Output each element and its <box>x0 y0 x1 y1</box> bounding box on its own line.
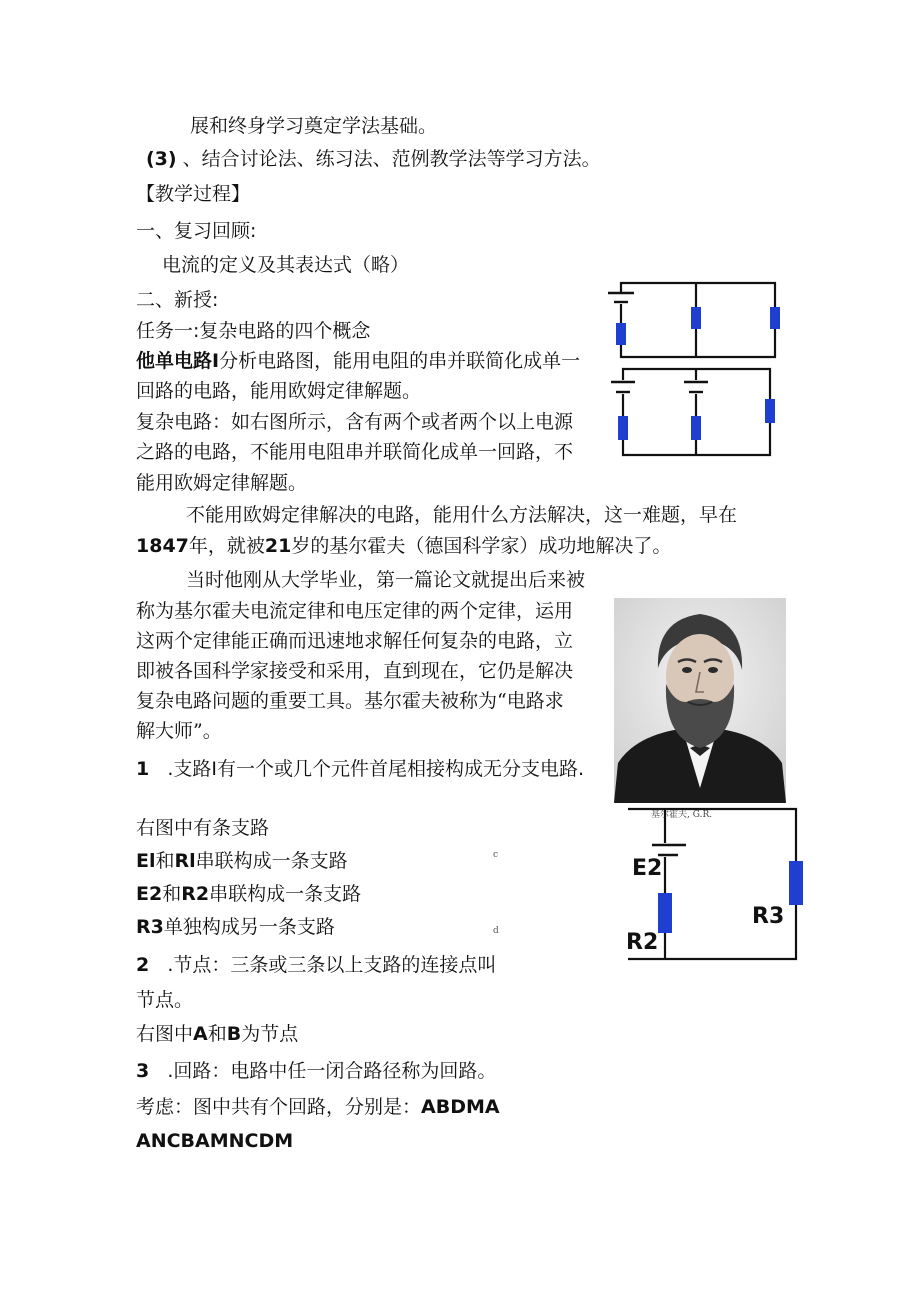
line-text: .支路I有一个或几个元件首尾相接构成无分支电路. <box>167 758 585 780</box>
source-label: E2 <box>632 856 663 881</box>
battery-icon <box>608 292 634 304</box>
resistor-icon <box>616 323 626 345</box>
resistor-icon <box>765 399 775 423</box>
text-line: 称为基尔霍夫电流定律和电压定律的两个定律，运用 <box>136 600 574 622</box>
definition-line <box>136 756 584 782</box>
section-heading: 【教学过程】 <box>136 183 251 205</box>
text-line <box>136 881 361 907</box>
text-line: 展和终身学习奠定学法基础。 <box>190 115 438 137</box>
text-line: 节点。 <box>136 989 194 1011</box>
resistor-icon <box>618 416 628 440</box>
text-line <box>136 914 335 940</box>
line-text: 串联构成一条支路 <box>195 850 348 872</box>
node-label: A <box>193 1023 208 1045</box>
loop-label: ANCBAMNCDM <box>136 1130 294 1152</box>
section-heading: 二、新授: <box>136 289 219 311</box>
line-text: 单独构成另一条支路 <box>163 916 335 938</box>
text-line <box>136 848 348 874</box>
text-line: 不能用欧姆定律解决的电路，能用什么方法解决，这一难题，早在 <box>186 504 738 526</box>
text-line <box>136 533 671 559</box>
text-line <box>136 348 580 374</box>
node-label: B <box>226 1023 242 1045</box>
line-text: 分析电路图，能用电阻的串并联简化成单一 <box>219 350 581 372</box>
resistor-label: R3 <box>752 904 785 929</box>
symbol-label: R3 <box>136 916 164 938</box>
line-text: 考虑：图中共有个回路，分别是： <box>136 1096 422 1118</box>
line-text: 、结合讨论法、练习法、范例教学法等学习方法。 <box>182 148 601 170</box>
task-heading: 任务一:复杂电路的四个概念 <box>136 320 371 342</box>
definition-line <box>136 1058 496 1084</box>
item-number: 3 <box>136 1060 150 1082</box>
resistor-icon <box>691 307 701 329</box>
margin-mark: d <box>493 926 499 936</box>
text-line: 这两个定律能正确而迅速地求解任何复杂的电路，立 <box>136 630 574 652</box>
battery-icon <box>652 843 692 857</box>
resistor-icon <box>770 307 780 329</box>
battery-icon <box>684 380 708 394</box>
circuit-diagram-complex <box>608 366 778 458</box>
circuit-diagram-simple <box>600 280 790 360</box>
item-number: 1 <box>136 758 150 780</box>
portrait-caption: 基尔霍夫, G.R. <box>651 810 713 820</box>
line-text: 岁的基尔霍夫（德国科学家）成功地解决了。 <box>291 535 672 557</box>
text-line: 回路的电路，能用欧姆定律解题。 <box>136 380 422 402</box>
line-text: 年，就被 <box>188 535 265 557</box>
text-line: 电流的定义及其表达式（略） <box>162 254 410 276</box>
symbol-label: El <box>136 850 156 872</box>
margin-mark: c <box>493 850 499 860</box>
loop-label: ABDMA <box>421 1096 500 1118</box>
symbol-label: R2 <box>181 883 210 905</box>
definition-line <box>136 952 496 978</box>
item-number: (3) <box>146 148 177 170</box>
item-number: 2 <box>136 954 150 976</box>
text-line: 解大师”。 <box>136 720 222 742</box>
year-value: 1847 <box>136 535 189 557</box>
line-text: .回路：电路中任一闭合路径称为回路。 <box>167 1060 497 1082</box>
text-line <box>146 146 601 172</box>
text-line <box>136 1094 500 1120</box>
age-value: 21 <box>264 535 292 557</box>
resistor-icon <box>691 416 701 440</box>
resistor-icon <box>658 893 672 933</box>
text-line: 复杂电路：如右图所示，含有两个或者两个以上电源 <box>136 411 574 433</box>
kirchhoff-portrait <box>614 598 786 803</box>
line-text: 串联构成一条支路 <box>209 883 362 905</box>
resistor-icon <box>789 861 803 905</box>
section-heading: 一、复习回顾: <box>136 220 257 242</box>
line-text: 和 <box>162 883 182 905</box>
text-line: 之路的电路，不能用电阻串并联简化成单一回路，不 <box>136 441 574 463</box>
line-text: .节点：三条或三条以上支路的连接点叫 <box>167 954 497 976</box>
line-text: 和 <box>155 850 175 872</box>
text-line: 能用欧姆定律解题。 <box>136 472 308 494</box>
battery-icon <box>611 380 635 394</box>
term-label: 他单电路I <box>136 350 220 372</box>
text-line: 复杂电路问题的重要工具。基尔霍夫被称为“电路求 <box>136 690 564 712</box>
circuit-diagram-branches <box>624 805 804 961</box>
resistor-label: R2 <box>626 930 659 955</box>
line-text: 右图中 <box>136 1023 194 1045</box>
line-text: 和 <box>207 1023 227 1045</box>
text-line: 当时他刚从大学毕业，第一篇论文就提出后来被 <box>186 569 586 591</box>
line-text: 为节点 <box>241 1023 299 1045</box>
text-line: 右图中有条支路 <box>136 817 270 839</box>
symbol-label: E2 <box>136 883 163 905</box>
text-line: 即被各国科学家接受和采用，直到现在，它仍是解决 <box>136 660 574 682</box>
text-line <box>136 1021 298 1047</box>
symbol-label: Rl <box>174 850 196 872</box>
